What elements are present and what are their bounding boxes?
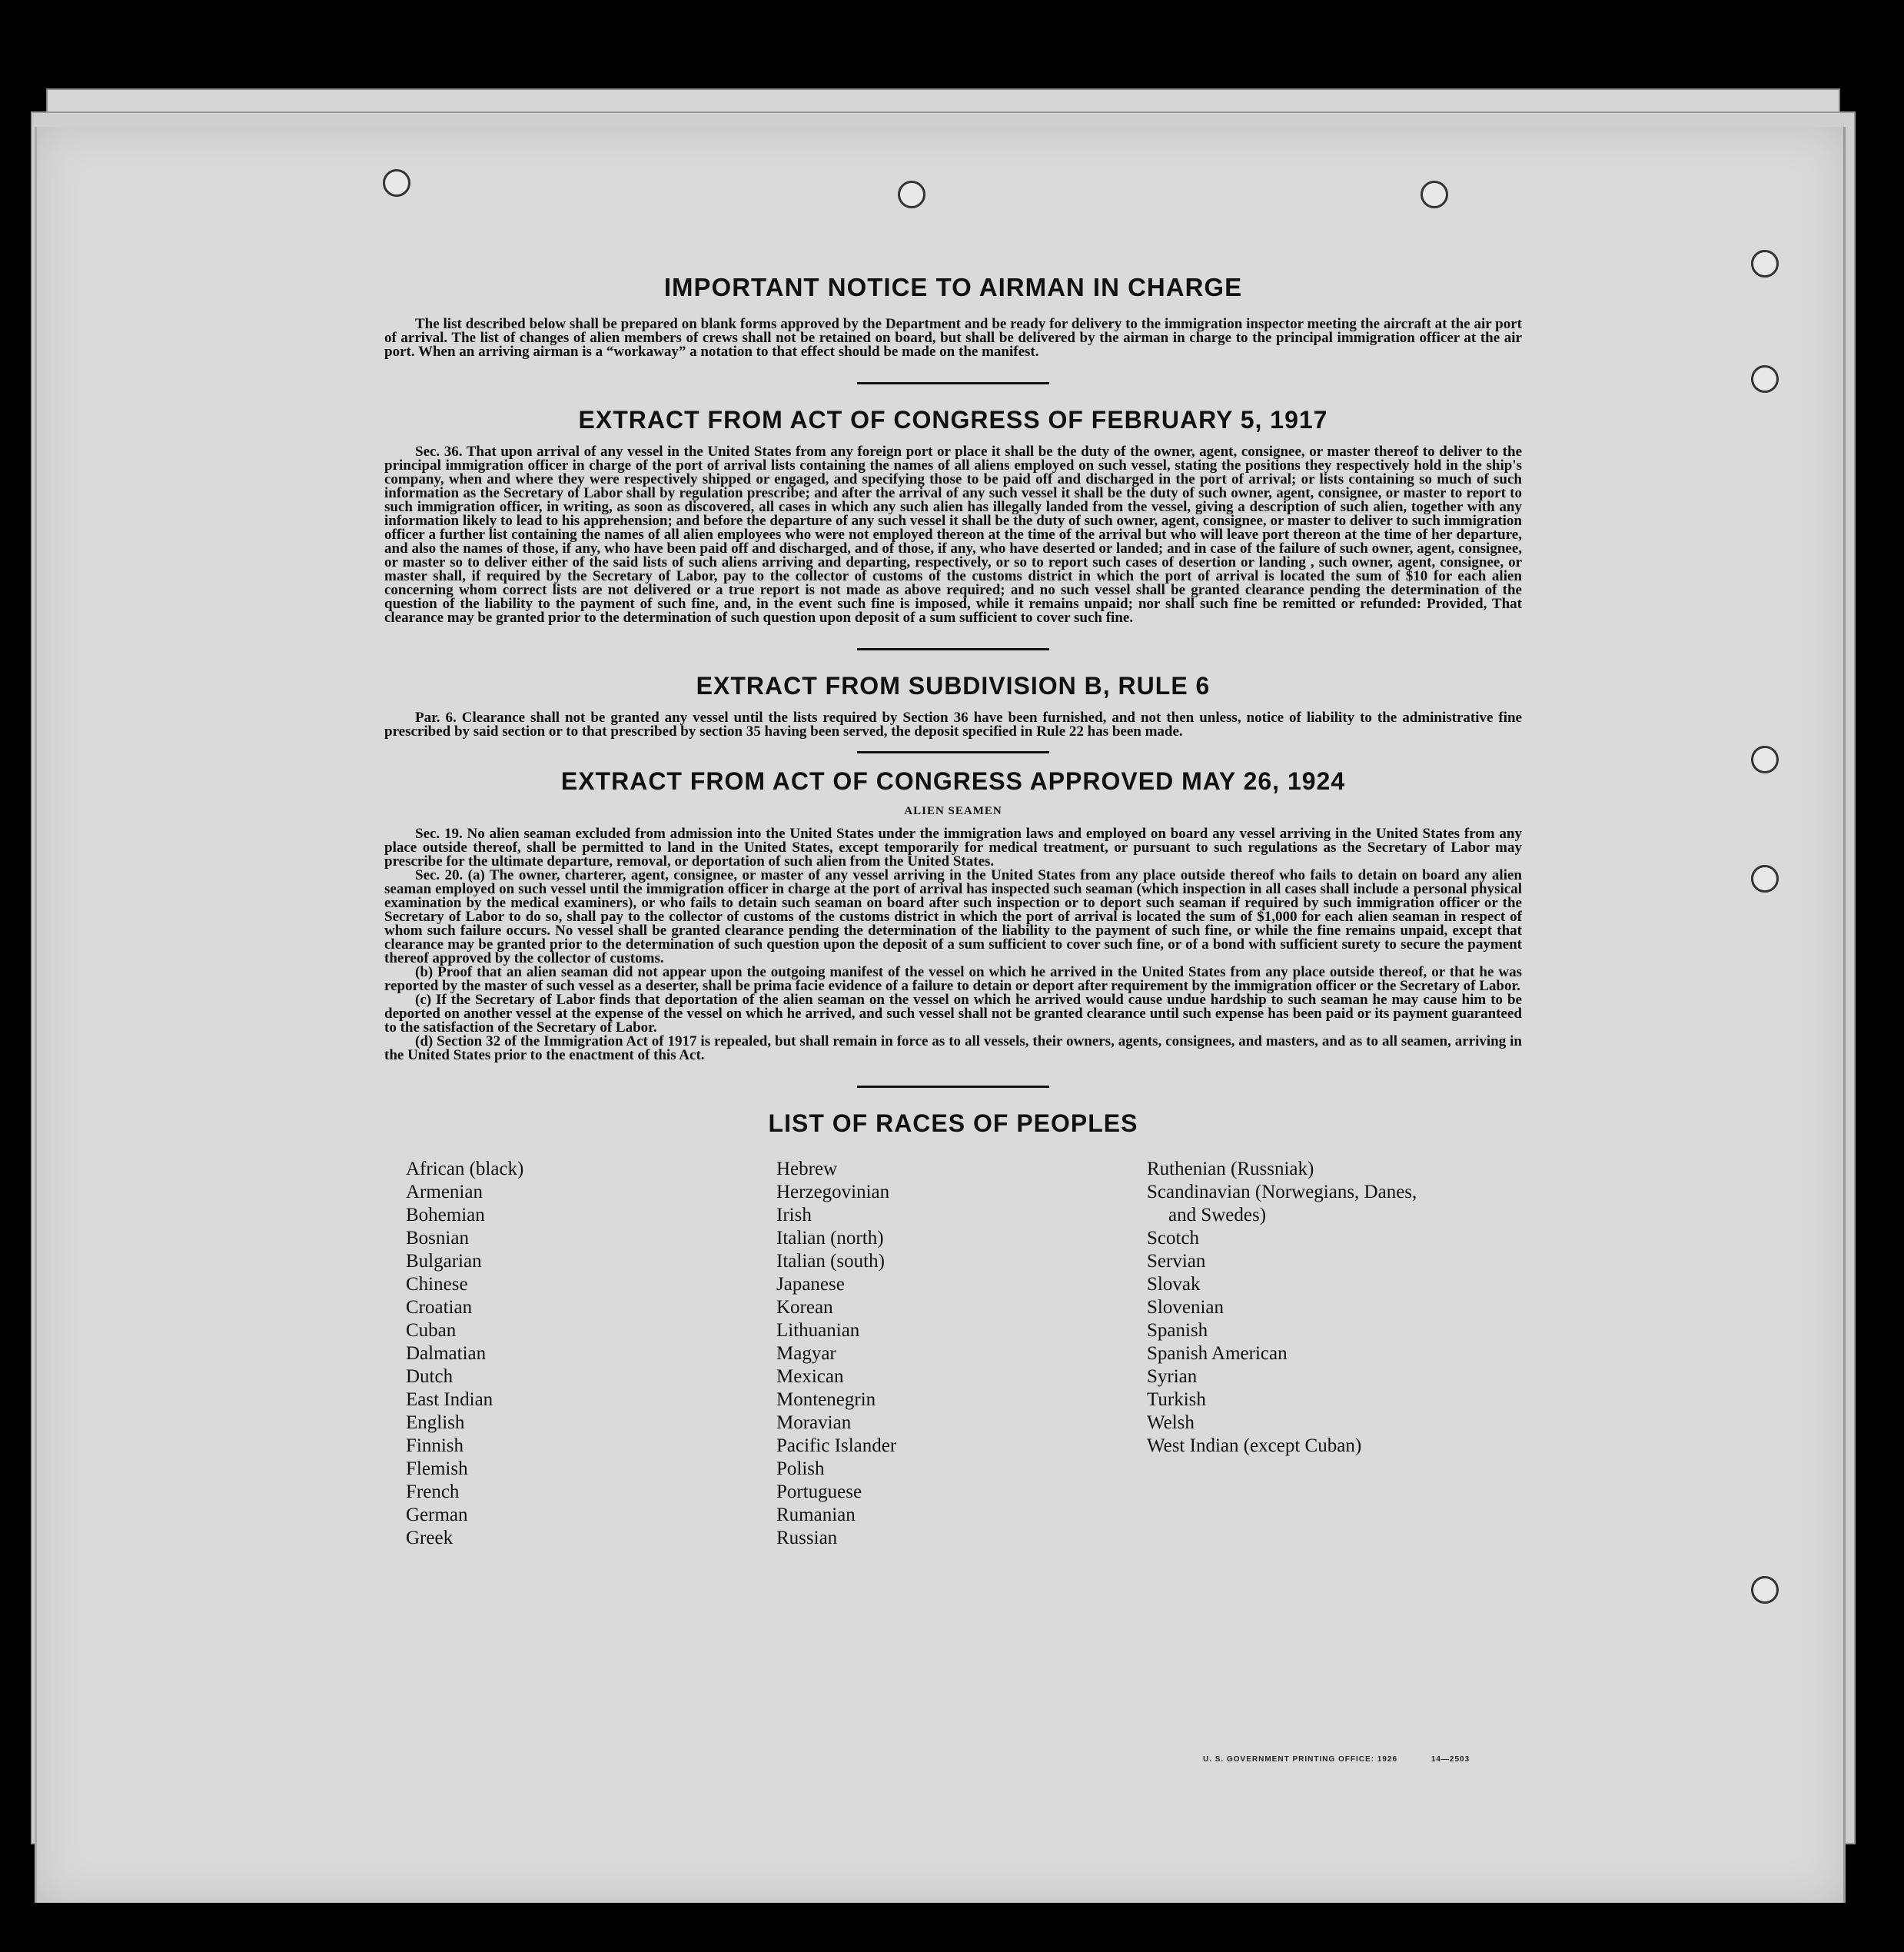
- punch-hole-icon: [1751, 865, 1779, 893]
- act-1924-subtitle: ALIEN SEAMEN: [904, 805, 1002, 817]
- race-item: Slovak: [1147, 1274, 1201, 1295]
- race-item: Korean: [776, 1297, 833, 1318]
- races-column-3: [1147, 1158, 1417, 1458]
- race-item: Italian (south): [776, 1251, 885, 1272]
- race-item: Portuguese: [776, 1481, 862, 1502]
- punch-hole-icon: [1751, 250, 1779, 278]
- act-1917-text: Sec. 36. That upon arrival of any vessel in the United States from any foreign port or place it shall be the duty of the owner, agent, consignee, or master thereof to deliver to the principal immigration officer in charge of the port of arrival lists containing the names of all aliens employed on such vessel, stating the positions they respectively hold in the ship's company, when and where they were respectively shipped or engaged, and specifying those to be paid off and discharged in the port of arrival; or lists containing so much of such information as the Secretary of Labor shall by regulation prescribe; and after the arrival of any such vessel it shall be the duty of such owner, agent, consignee, or master to report to such immigration officer, in writing, as soon as discovered, all cases in which any such alien has illegally landed from the vessel, giving a description of such alien, together with any information likely to lead to his apprehension; and before the departure of any such vessel it shall be the duty of such owner, agent, consignee, or master to deliver to such immigration officer a further list containing the names of all alien employees who were not employed thereon at the time of the arrival but who will leave port thereon at the time of her departure, and also the names of those, if any, who have been paid off and discharged, and of those, if any, who have deserted or landed; and in case of the failure of such owner, agent, consignee, or master so to deliver either of the said lists of such aliens arriving and departing, respectively, or so to report such cases of desertion or landing , such owner, agent, consignee, or master shall, if required by the Secretary of Labor, pay to the collector of customs of the customs district in which the port of arrival is located the sum of $10 for each alien concerning whom correct lists are not delivered or a true report is not made as above required; and no such vessel shall be granted clearance pending the determination of the question of the liability to the payment of such fine, and, in the event such fine is imposed, while it remains unpaid; nor shall such fine be remitted or refunded: Provided, That clearance may be granted prior to the determination of such question upon deposit of a sum sufficient to cover such fine.: [384, 444, 1522, 626]
- race-item: Greek: [406, 1528, 454, 1548]
- race-item: Russian: [776, 1528, 838, 1548]
- race-item: African (black): [406, 1159, 524, 1179]
- race-item: Syrian: [1147, 1366, 1198, 1387]
- punch-hole-icon: [1751, 365, 1779, 393]
- act-1924-title: EXTRACT FROM ACT OF CONGRESS APPROVED MAY 26, 1924: [560, 767, 1346, 795]
- printer-imprint: U. S. GOVERNMENT PRINTING OFFICE: 1926: [1203, 1755, 1398, 1764]
- race-item: Bohemian: [406, 1205, 485, 1225]
- sec20a-text: Sec. 20. (a) The owner, charterer, agent, consignee, or master of any vessel arriving in the United States from any place outside thereof who fails to detain on board any alien seaman employed on such vessel until the immigration officer in charge at the port of arrival has inspected such seaman (which inspection in all cases shall include a personal physical examination by the medical examiners), or who fails to detain such seaman on board after such inspection or to deport such seaman if required by such immigration officer or the Secretary of Labor to do so, shall pay to the collector of customs of the customs district in which the port of arrival is located the sum of $1,000 for each alien seaman in respect of whom such failure occurs. No vessel shall be granted clearance pending the determination of the liability to the payment of such fine, or while the fine remains unpaid, except that clearance may be granted prior to the determination of such question upon the deposit of a sum sufficient to cover such fine, or of a bond with sufficient surety to secure the payment thereof approved by the collector of customs.: [384, 867, 1522, 966]
- race-item: East Indian: [406, 1389, 493, 1410]
- race-item: Armenian: [406, 1182, 483, 1202]
- race-item: French: [406, 1481, 460, 1502]
- races-list: [384, 1158, 1522, 1558]
- section-divider: [857, 648, 1049, 650]
- race-item: Pacific Islander: [776, 1435, 897, 1456]
- race-item: Moravian: [776, 1412, 852, 1433]
- race-item: Welsh: [1147, 1412, 1195, 1433]
- race-item: German: [406, 1505, 468, 1525]
- race-item: Italian (north): [776, 1228, 884, 1249]
- punch-hole-icon: [383, 169, 410, 197]
- printer-footer: [1203, 1755, 1500, 1764]
- race-item: Croatian: [406, 1297, 473, 1318]
- punch-hole-icon: [1751, 746, 1779, 773]
- section-divider: [857, 1086, 1049, 1088]
- race-item: Mexican: [776, 1366, 844, 1387]
- race-item: Bulgarian: [406, 1251, 482, 1272]
- race-item: Dalmatian: [406, 1343, 487, 1364]
- rule6-text: Par. 6. Clearance shall not be granted any vessel until the lists required by Section 36 have been furnished, and not then unless, notice of liability to the administrative fine prescribed by said section or to that prescribed by section 35 having been served, the deposit specified in Rule 22 has been made.: [384, 710, 1522, 740]
- race-item: Turkish: [1147, 1389, 1206, 1410]
- sec19-text: Sec. 19. No alien seaman excluded from admission into the United States under the immigration laws and employed on board any vessel arriving in the United States from any place outside thereof, shall be permitted to land in the United States, except temporarily for medical treatment, or pursuant to such regulations as the Secretary of Labor may prescribe for the ultimate departure, removal, or deportation of such alien from the United States.: [384, 826, 1522, 870]
- race-item: Rumanian: [776, 1505, 856, 1525]
- race-item: Cuban: [406, 1320, 457, 1341]
- race-item: West Indian (except Cuban): [1147, 1435, 1362, 1456]
- race-item: Montenegrin: [776, 1389, 876, 1410]
- races-title: LIST OF RACES OF PEOPLES: [768, 1109, 1138, 1137]
- races-column-1: [406, 1158, 523, 1550]
- race-item: Chinese: [406, 1274, 468, 1295]
- punch-hole-icon: [898, 181, 925, 208]
- race-item: and Swedes): [1168, 1205, 1267, 1225]
- race-item: Ruthenian (Russniak): [1147, 1159, 1314, 1179]
- race-item: Spanish: [1147, 1320, 1208, 1341]
- race-item: Magyar: [776, 1343, 836, 1364]
- race-item: Irish: [776, 1205, 812, 1225]
- race-item: Spanish American: [1147, 1343, 1288, 1364]
- race-item: Slovenian: [1147, 1297, 1224, 1318]
- race-item: Flemish: [406, 1458, 468, 1479]
- section-divider: [857, 382, 1049, 384]
- sec20b-text: (b) Proof that an alien seaman did not appear upon the outgoing manifest of the vessel on which he arrived in the United States from any place outside thereof, or that he was reported by the master of such vessel as a deserter, shall be prima facie evidence of a failure to detain or deport after requirement by the immigration officer or the Secretary of Labor.: [384, 964, 1522, 994]
- race-item: Scotch: [1147, 1228, 1200, 1249]
- races-column-2: [776, 1158, 896, 1550]
- rule6-title: EXTRACT FROM SUBDIVISION B, RULE 6: [696, 672, 1211, 700]
- sec20c-text: (c) If the Secretary of Labor finds that deportation of the alien seaman on the vessel on which he arrived would cause undue hardship to such seaman he may cause him to be deported on another vessel at the expense of the vessel on which he arrived, and such vessel shall not be granted clearance until such expense has been paid or its payment guaranteed to the satisfaction of the Secretary of Labor.: [384, 992, 1522, 1036]
- notice-title: IMPORTANT NOTICE TO AIRMAN IN CHARGE: [663, 273, 1243, 301]
- race-item: English: [406, 1412, 465, 1433]
- race-item: Hebrew: [776, 1159, 838, 1179]
- race-item: Bosnian: [406, 1228, 469, 1249]
- document-content: [384, 273, 1522, 1558]
- race-item: Servian: [1147, 1251, 1206, 1272]
- notice-text: The list described below shall be prepared on blank forms approved by the Department and be ready for delivery to the immigration inspector meeting the aircraft at the air port of arrival. The list of changes of alien members of crews shall not be retained on board, but shall be delivered by the airman in charge to the principal immigration officer at the air port. When an arriving airman is a “workaway” a notation to that effect should be made on the manifest.: [384, 316, 1522, 360]
- sec20d-text: (d) Section 32 of the Immigration Act of 1917 is repealed, but shall remain in force as to all vessels, their owners, agents, consignees, and masters, and as to all seamen, arriving in the United States prior to the enactment of this Act.: [384, 1033, 1522, 1063]
- form-number: 14—2503: [1430, 1755, 1470, 1764]
- act-1917-title: EXTRACT FROM ACT OF CONGRESS OF FEBRUARY 5, 1917: [578, 406, 1328, 434]
- race-item: Finnish: [406, 1435, 464, 1456]
- race-item: Lithuanian: [776, 1320, 860, 1341]
- section-divider: [857, 751, 1049, 753]
- punch-hole-icon: [1751, 1576, 1779, 1604]
- race-item: Polish: [776, 1458, 825, 1479]
- race-item: Japanese: [776, 1274, 845, 1295]
- race-item: Herzegovinian: [776, 1182, 890, 1202]
- race-item: Dutch: [406, 1366, 454, 1387]
- punch-hole-icon: [1421, 181, 1448, 208]
- race-item: Scandinavian (Norwegians, Danes,: [1147, 1182, 1417, 1202]
